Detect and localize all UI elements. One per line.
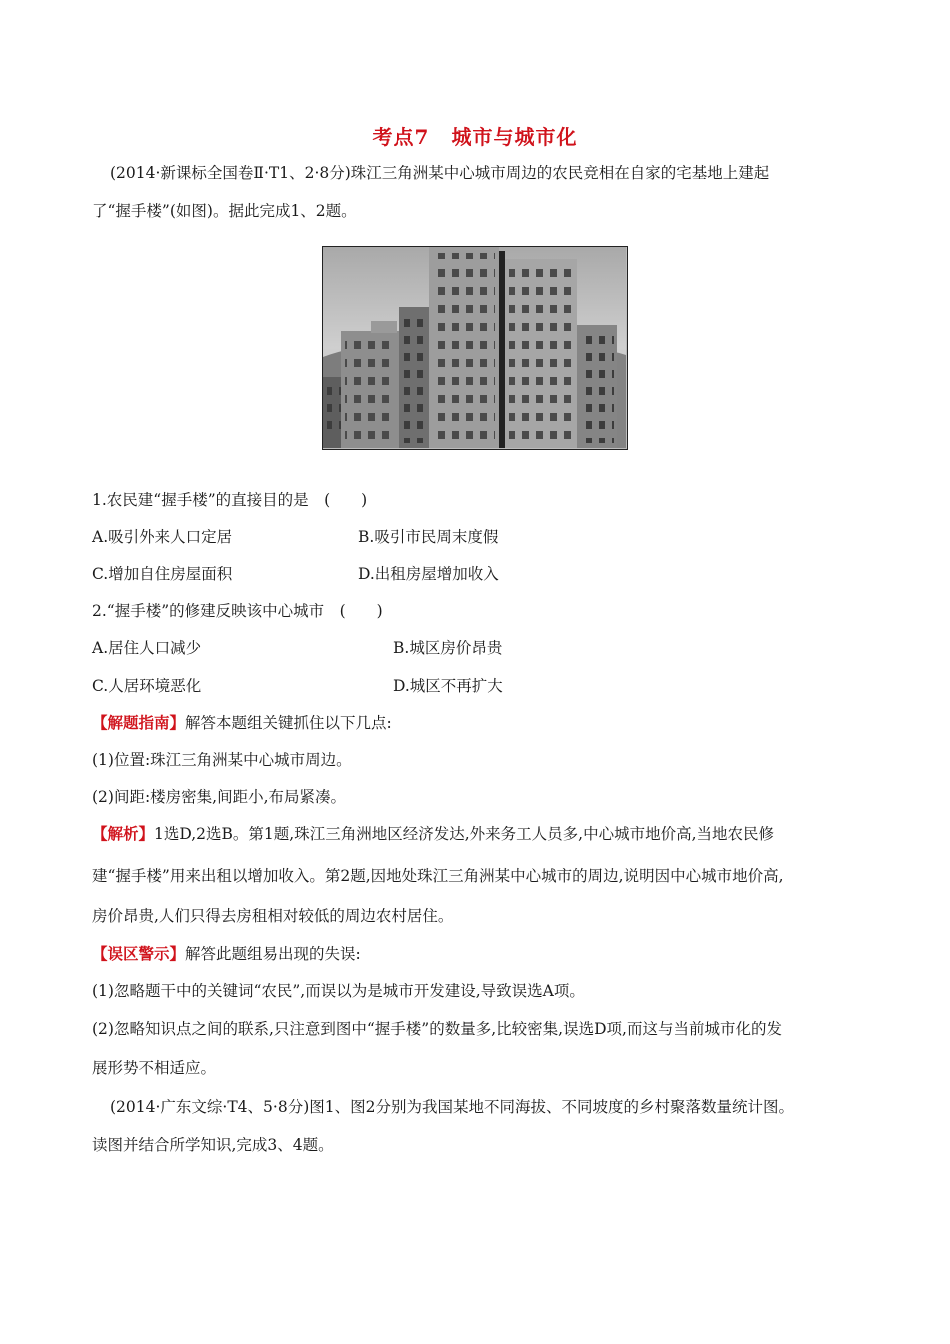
q2-option-b: B.城区房价昂贵 bbox=[393, 639, 503, 657]
section-title bbox=[0, 121, 950, 150]
q1-option-b: B.吸引市民周末度假 bbox=[358, 528, 499, 546]
analysis-text-1: 1选D,2选B。第1题,珠江三角洲地区经济发达,外来务工人员多,中心城市地价高,当地农民修 bbox=[154, 825, 775, 843]
q1-option-c: C.增加自住房屋面积 bbox=[92, 565, 233, 583]
guide-point-1: (1)位置:珠江三角洲某中心城市周边。 bbox=[92, 751, 352, 769]
handshake-buildings-image bbox=[323, 247, 626, 448]
guide-heading bbox=[92, 713, 392, 733]
q1-option-d: D.出租房屋增加收入 bbox=[358, 565, 499, 583]
analysis-line-1 bbox=[92, 824, 774, 844]
warning-point-2: (2)忽略知识点之间的联系,只注意到图中“握手楼”的数量多,比较密集,误选D项,而这与当前城市化的发 bbox=[92, 1020, 782, 1038]
section-name: 城市与城市化 bbox=[451, 125, 578, 149]
warning-point-3: 展形势不相适应。 bbox=[92, 1059, 217, 1077]
warning-tag: 【误区警示】 bbox=[92, 944, 186, 963]
section-topic: 考点7 bbox=[372, 125, 430, 149]
analysis-line-3: 房价昂贵,人们只得去房租相对较低的周边农村居住。 bbox=[92, 907, 454, 925]
q2-stem: 2.“握手楼”的修建反映该中心城市 ( ) bbox=[92, 602, 383, 620]
warning-point-1: (1)忽略题干中的关键词“农民”,而误以为是城市开发建设,导致误选A项。 bbox=[92, 982, 585, 1000]
q2-option-d: D.城区不再扩大 bbox=[393, 677, 503, 695]
q2-option-a: A.居住人口减少 bbox=[92, 639, 202, 657]
intro2-line2: 读图并结合所学知识,完成3、4题。 bbox=[92, 1136, 334, 1154]
intro2-line1: (2014·广东文综·T4、5·8分)图1、图2分别为我国某地不同海拔、不同坡度的乡村聚落数量统计图。 bbox=[110, 1098, 794, 1116]
intro1-line1: (2014·新课标全国卷Ⅱ·T1、2·8分)珠江三角洲某中心城市周边的农民竞相在自家的宅基地上建起 bbox=[110, 164, 770, 182]
q2-option-c: C.人居环境恶化 bbox=[92, 677, 202, 695]
q1-option-a: A.吸引外来人口定居 bbox=[92, 528, 233, 546]
q1-stem: 1.农民建“握手楼”的直接目的是 ( ) bbox=[92, 491, 368, 509]
warning-text: 解答此题组易出现的失误: bbox=[185, 945, 361, 963]
intro1-line2: 了“握手楼”(如图)。据此完成1、2题。 bbox=[92, 202, 357, 220]
guide-point-2: (2)间距:楼房密集,间距小,布局紧凑。 bbox=[92, 788, 347, 806]
guide-text: 解答本题组关键抓住以下几点: bbox=[185, 714, 392, 732]
warning-heading bbox=[92, 944, 361, 964]
analysis-line-2: 建“握手楼”用来出租以增加收入。第2题,因地处珠江三角洲某中心城市的周边,说明因中心城市地价高, bbox=[92, 867, 784, 885]
handshake-buildings-photo bbox=[322, 246, 628, 450]
analysis-tag: 【解析】 bbox=[92, 824, 155, 843]
guide-tag: 【解题指南】 bbox=[92, 713, 186, 732]
